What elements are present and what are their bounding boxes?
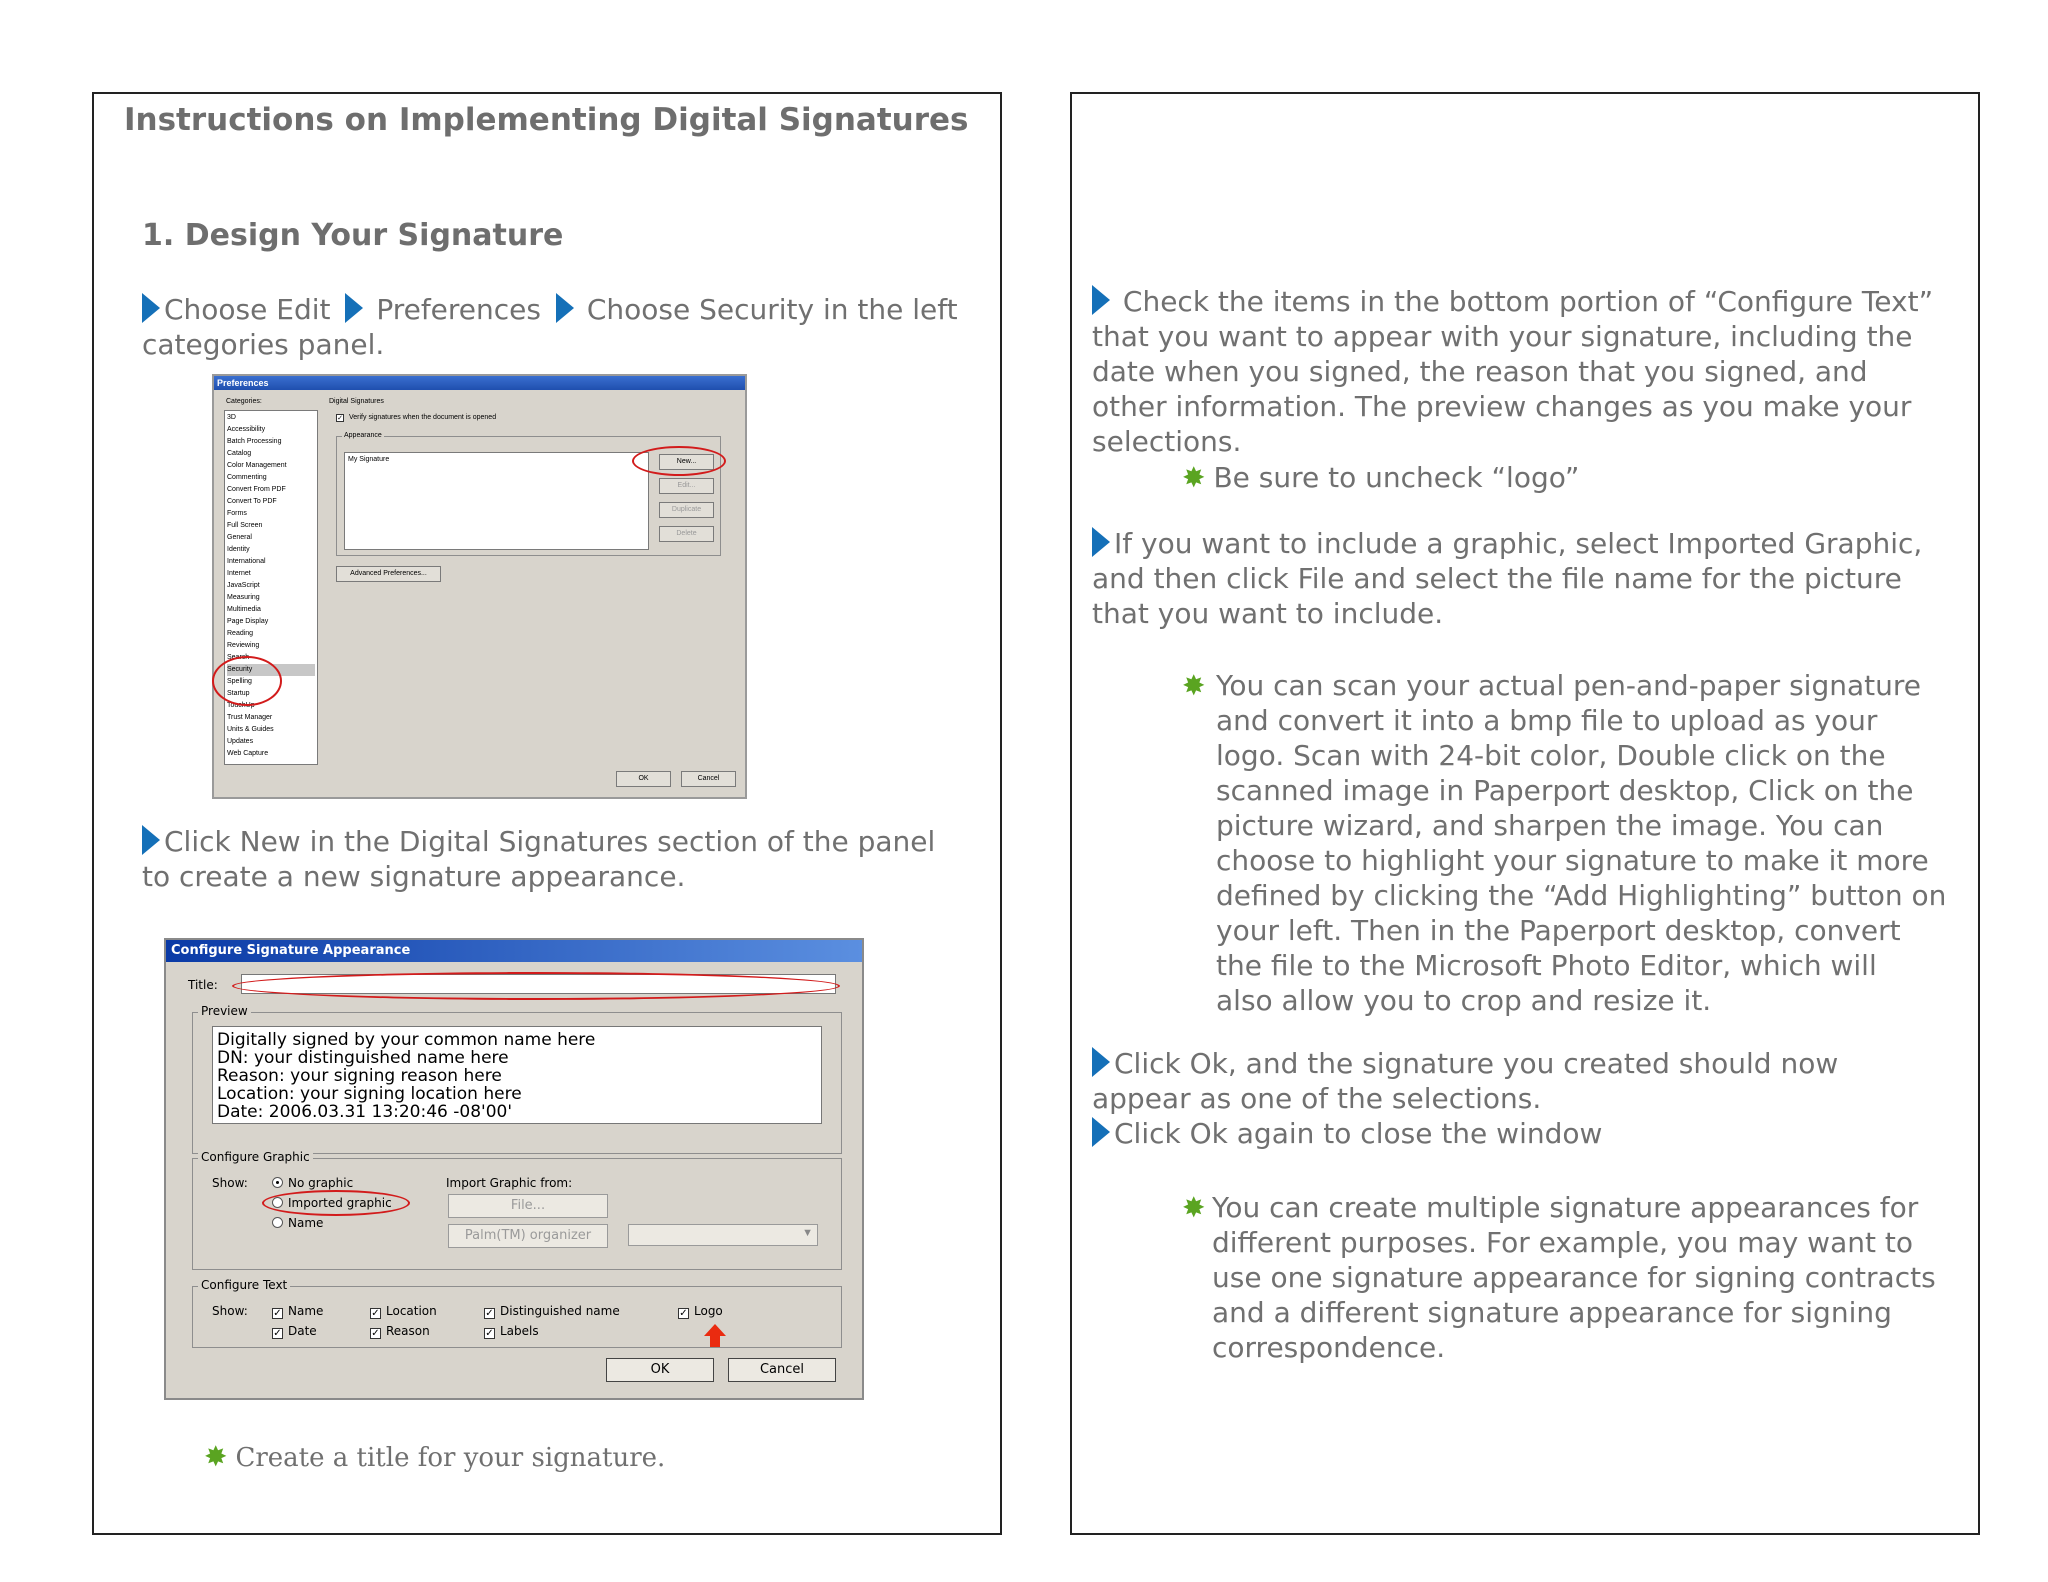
line-text: also allow you to crop and resize it. [1216, 984, 1712, 1017]
line-text: and a different signature appearance for signing [1212, 1296, 1892, 1329]
category-item[interactable]: Search [227, 654, 250, 661]
configure-text-label: Configure Text [198, 1278, 290, 1292]
text-show-label: Show: [212, 1304, 248, 1318]
step-2: Click New in the Digital Signatures section of the panel to create a new signature appearance. [142, 825, 936, 893]
tip-uncheck-logo: ✸ Be sure to uncheck “logo” [1182, 461, 1580, 494]
line-text: If you want to include a graphic, select Imported Graphic, [1114, 527, 1923, 560]
arrow-bullet-icon [1092, 285, 1110, 315]
name-checkbox[interactable]: ✓ Name [273, 1304, 324, 1319]
reason-checkbox[interactable]: ✓ Reason [371, 1324, 430, 1339]
section-title: 1. Design Your Signature [142, 218, 564, 253]
text-line [1216, 878, 1972, 913]
line-text: defined by clicking the “Add Highlighting” button on [1216, 879, 1947, 912]
appearance-item[interactable]: My Signature [348, 456, 390, 463]
text-line [1216, 843, 1972, 878]
category-item[interactable]: Reading [227, 630, 254, 637]
imported-graphic-highlight [262, 1190, 410, 1216]
text-line [1216, 668, 1972, 703]
arrow-bullet-icon [556, 293, 574, 323]
prefs-ok-button[interactable]: OK [616, 771, 671, 787]
category-item[interactable]: Measuring [227, 594, 260, 601]
category-item[interactable]: Commenting [227, 474, 267, 481]
paragraph-click-ok: Click Ok, and the signature you created should now appear as one of the selections. Click Ok again to close the window [1092, 1046, 1972, 1151]
text-line [1092, 1081, 1972, 1116]
tip-multiple-appearances [1182, 1190, 1972, 1365]
line-text: that you want to include. [1092, 597, 1444, 630]
category-item[interactable]: Batch Processing [227, 438, 282, 445]
date-checkbox[interactable]: ✓ Date [273, 1324, 317, 1339]
right-panel [1070, 92, 1980, 1535]
paragraph-imported-graphic [1092, 526, 1972, 631]
left-panel [92, 92, 1002, 1535]
preview-line: Location: your signing location here [217, 1084, 522, 1104]
preview-line: Digitally signed by your common name here [217, 1030, 596, 1050]
import-graphic-from-label: Import Graphic from: [446, 1176, 573, 1190]
new-button-highlight [632, 446, 726, 476]
star-bullet-icon: ✸ [1182, 461, 1206, 494]
star-bullet-icon: ✸ [204, 1440, 228, 1473]
text-line [1212, 1260, 1972, 1295]
step-1-edit: Choose Edit [164, 293, 331, 326]
preferences-screenshot [212, 374, 747, 799]
categories-label: Categories: [226, 398, 262, 405]
duplicate-button[interactable]: Duplicate [659, 502, 714, 518]
category-item[interactable]: Catalog [227, 450, 252, 457]
step-1-preferences: Preferences [376, 293, 541, 326]
preview-line: DN: your distinguished name here [217, 1048, 509, 1068]
preferences-titlebar: Preferences [214, 376, 745, 390]
category-item[interactable]: Trust Manager [227, 714, 273, 721]
tip-scan-signature [1182, 668, 1972, 1018]
text-line [1216, 738, 1972, 773]
step-1-security: Choose Security in the left [586, 293, 958, 326]
line-text: different purposes. For example, you may want to [1212, 1226, 1913, 1259]
category-item[interactable]: TouchUp [227, 702, 255, 709]
line-text: and convert it into a bmp file to upload as your [1216, 704, 1878, 737]
line-text: scanned image in Paperport desktop, Click on the [1216, 774, 1914, 807]
preview-label: Preview [198, 1004, 251, 1018]
text-line [1216, 913, 1972, 948]
arrow-bullet-icon [345, 293, 363, 323]
category-item[interactable]: Accessibility [227, 426, 266, 433]
config-cancel-button[interactable]: Cancel [728, 1358, 836, 1382]
line-text: Click Ok, and the signature you created should now [1114, 1047, 1839, 1080]
configure-signature-dialog [164, 938, 864, 1400]
line-text: appear as one of the selections. [1092, 1082, 1542, 1115]
star-bullet-icon: ✸ [1182, 669, 1206, 702]
preview-text [212, 1026, 822, 1124]
category-item[interactable]: Startup [227, 690, 250, 697]
category-item[interactable]: International [227, 558, 266, 565]
category-item[interactable]: Reviewing [227, 642, 260, 649]
line-text: You can scan your actual pen-and-paper signature [1216, 669, 1921, 702]
category-item[interactable]: Units & Guides [227, 726, 274, 733]
prefs-cancel-button[interactable]: Cancel [681, 771, 736, 787]
arrow-bullet-icon [1092, 527, 1110, 557]
text-line [1092, 596, 1972, 631]
line-text: and then click File and select the file name for the picture [1092, 562, 1902, 595]
line-text: use one signature appearance for signing contracts [1212, 1261, 1936, 1294]
text-line [1212, 1190, 1972, 1225]
category-item[interactable]: Identity [227, 546, 250, 553]
file-button[interactable]: File... [448, 1194, 608, 1218]
text-line [1216, 983, 1972, 1018]
line-text: your left. Then in the Paperport desktop, convert [1216, 914, 1901, 947]
category-item[interactable]: Internet [227, 570, 251, 577]
line-text: selections. [1092, 425, 1242, 458]
line-text: You can create multiple signature appearances for [1212, 1191, 1919, 1224]
category-item[interactable]: Forms [227, 510, 247, 517]
step-1-cont: categories panel. [142, 328, 385, 361]
logo-checkbox[interactable]: ✓ Logo [679, 1304, 723, 1319]
category-item[interactable]: Convert To PDF [227, 498, 277, 505]
preview-line: Date: 2006.03.31 13:20:46 -08'00' [217, 1102, 513, 1122]
line-text: choose to highlight your signature to make it more [1216, 844, 1929, 877]
text-line [1216, 703, 1972, 738]
line-text: other information. The preview changes as you make your [1092, 390, 1912, 423]
location-checkbox[interactable]: ✓ Location [371, 1304, 437, 1319]
category-item[interactable]: Security [227, 664, 315, 676]
arrow-bullet-icon [1092, 1117, 1110, 1147]
text-line [1216, 948, 1972, 983]
title-field-label: Title: [188, 978, 218, 992]
category-item[interactable]: General [227, 534, 252, 541]
preview-line: Reason: your signing reason here [217, 1066, 502, 1086]
security-highlight [212, 656, 282, 706]
tip-create-title: ✸ Create a title for your signature. [204, 1440, 666, 1473]
arrow-bullet-icon [1092, 1047, 1110, 1077]
category-item[interactable]: Full Screen [227, 522, 263, 529]
line-text: that you want to appear with your signature, including the [1092, 320, 1913, 353]
text-line [1092, 284, 1972, 319]
appearance-list[interactable] [344, 452, 649, 550]
delete-button[interactable]: Delete [659, 526, 714, 542]
title-input-highlight [232, 972, 840, 1000]
red-arrow-stem [710, 1335, 720, 1347]
arrow-bullet-icon [142, 825, 160, 855]
text-line [1212, 1330, 1972, 1365]
category-item[interactable]: JavaScript [227, 582, 260, 589]
line-text: picture wizard, and sharpen the image. You can [1216, 809, 1884, 842]
text-line [1092, 1046, 1972, 1081]
category-item[interactable]: Color Management [227, 462, 287, 469]
text-line [1092, 424, 1972, 459]
appearance-label: Appearance [342, 430, 384, 442]
text-line [1092, 354, 1972, 389]
text-line [1092, 526, 1972, 561]
line-text: correspondence. [1212, 1331, 1446, 1364]
category-item[interactable]: Page Display [227, 618, 269, 625]
no-graphic-radio[interactable]: No graphic [272, 1176, 353, 1190]
arrow-bullet-icon [142, 293, 160, 323]
categories-list[interactable] [224, 410, 318, 765]
line-text: date when you signed, the reason that you signed, and [1092, 355, 1868, 388]
configure-graphic-label: Configure Graphic [198, 1150, 313, 1164]
name-radio[interactable]: Name [272, 1216, 323, 1230]
line-text: logo. Scan with 24-bit color, Double click on the [1216, 739, 1886, 772]
category-item[interactable]: Multimedia [227, 606, 261, 613]
text-line [1092, 319, 1972, 354]
category-item[interactable]: Convert From PDF [227, 486, 286, 493]
text-line [1212, 1225, 1972, 1260]
category-item[interactable]: Web Capture [227, 750, 269, 757]
category-item[interactable]: Spelling [227, 678, 252, 685]
category-item[interactable]: 3D [227, 414, 236, 421]
imported-graphic-radio[interactable]: Imported graphic [272, 1196, 392, 1210]
edit-button[interactable]: Edit... [659, 478, 714, 494]
labels-checkbox[interactable]: ✓ Labels [485, 1324, 539, 1339]
config-ok-button[interactable]: OK [606, 1358, 714, 1382]
category-item[interactable]: Updates [227, 738, 254, 745]
text-line [1092, 389, 1972, 424]
verify-option[interactable]: ✓ Verify signatures when the document is opened [337, 414, 497, 422]
chevron-down-icon: ▼ [802, 1227, 813, 1239]
configure-dialog-titlebar: Configure Signature Appearance [166, 940, 862, 962]
palm-select[interactable] [628, 1224, 818, 1246]
graphic-show-label: Show: [212, 1176, 248, 1190]
step-1 [142, 292, 1002, 362]
distinguished-name-checkbox[interactable]: ✓ Distinguished name [485, 1304, 620, 1319]
line-text: the file to the Microsoft Photo Editor, which will [1216, 949, 1877, 982]
paragraph-configure-text [1092, 284, 1972, 459]
text-line [1216, 808, 1972, 843]
document-title: Instructions on Implementing Digital Signatures [124, 102, 969, 138]
star-bullet-icon: ✸ [1182, 1191, 1206, 1224]
digital-signatures-label: Digital Signatures [329, 398, 384, 405]
line-text: Check the items in the bottom portion of “Configure Text” [1114, 285, 1934, 318]
new-button[interactable]: New... [659, 454, 714, 470]
text-line [1216, 773, 1972, 808]
palm-organizer-button[interactable]: Palm(TM) organizer [448, 1224, 608, 1248]
text-line [1212, 1295, 1972, 1330]
text-line [1092, 561, 1972, 596]
advanced-preferences-button[interactable]: Advanced Preferences... [336, 566, 441, 582]
